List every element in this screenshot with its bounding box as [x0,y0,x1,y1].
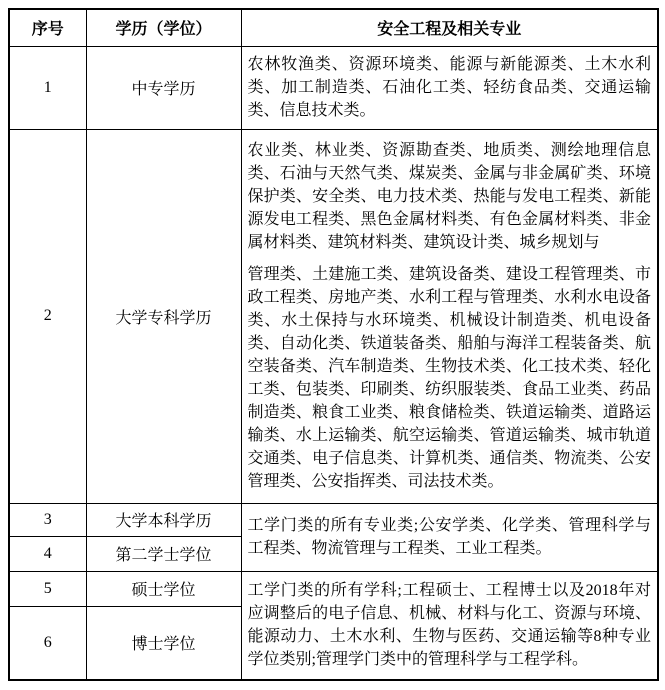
majors-paragraph: 管理类、土建施工类、建筑设备类、建设工程管理类、市政工程类、房地产类、水利工程与管理类、水利水电设备类、水土保持与水环境类、机械设计制造类、机电设备类、自动化类、铁道装备类、船舶与海洋工程装备类、航空装备类、汽车制造类、生物技术类、化工技术类、轻化工类、包装类、印刷类、纺织服装类、食品工业类、药品制造类、粮食工业类、粮食储检类、铁道运输类、道路运输类、水上运输类、航空运输类、管道运输类、城市轨道交通类、电子信息类、计算机类、通信类、物流类、公安管理类、公安指挥类、司法技术类。 [247,266,651,490]
degree-cell: 大学专科学历 [86,129,241,503]
majors-paragraph: 工学门类的所有学科;工程硕士、工程博士以及2018年对应调整后的电子信息、机械、材料与化工、资源与环境、能源动力、土木水利、生物与医药、交通运输等8种专业学位类别;管理学门类中的管理科学与工程学科。 [247,582,651,669]
majors-cell [241,503,658,571]
header-safety-majors: 安全工程及相关专业 [241,9,658,46]
degree-cell: 第二学士学位 [86,536,241,571]
degree-cell: 大学本科学历 [86,503,241,536]
table-row [9,571,658,606]
majors-paragraph: 农业类、林业类、资源勘查类、地质类、测绘地理信息类、石油与天然气类、煤炭类、金属与非金属矿类、环境保护类、安全类、电力技术类、热能与发电工程类、新能源发电工程类、黑色金属材料类、有色金属材料类、非金属材料类、建筑材料类、建筑设计类、城乡规划与 [247,142,651,251]
header-serial-number: 序号 [9,9,86,46]
serial-number-cell: 5 [9,571,86,606]
serial-number-cell: 1 [9,46,86,129]
degree-cell: 硕士学位 [86,571,241,606]
serial-number-cell: 3 [9,503,86,536]
header-row [9,9,658,46]
serial-number-cell: 6 [9,606,86,680]
table-row [9,46,658,129]
majors-paragraph: 工学门类的所有专业类;公安学类、化学类、管理科学与工程类、物流管理与工程类、工业工程类。 [247,517,651,557]
degree-cell: 博士学位 [86,606,241,680]
table-row [9,503,658,536]
majors-cell [241,46,658,129]
education-majors-table [8,8,659,681]
degree-cell: 中专学历 [86,46,241,129]
serial-number-cell: 2 [9,129,86,503]
majors-cell [241,129,658,503]
header-education-degree: 学历（学位） [86,9,241,46]
majors-cell [241,571,658,680]
table-row [9,129,658,503]
majors-paragraph: 农林牧渔类、资源环境类、能源与新能源类、土木水利类、加工制造类、石油化工类、轻纺食品类、交通运输类、信息技术类。 [247,56,651,119]
serial-number-cell: 4 [9,536,86,571]
